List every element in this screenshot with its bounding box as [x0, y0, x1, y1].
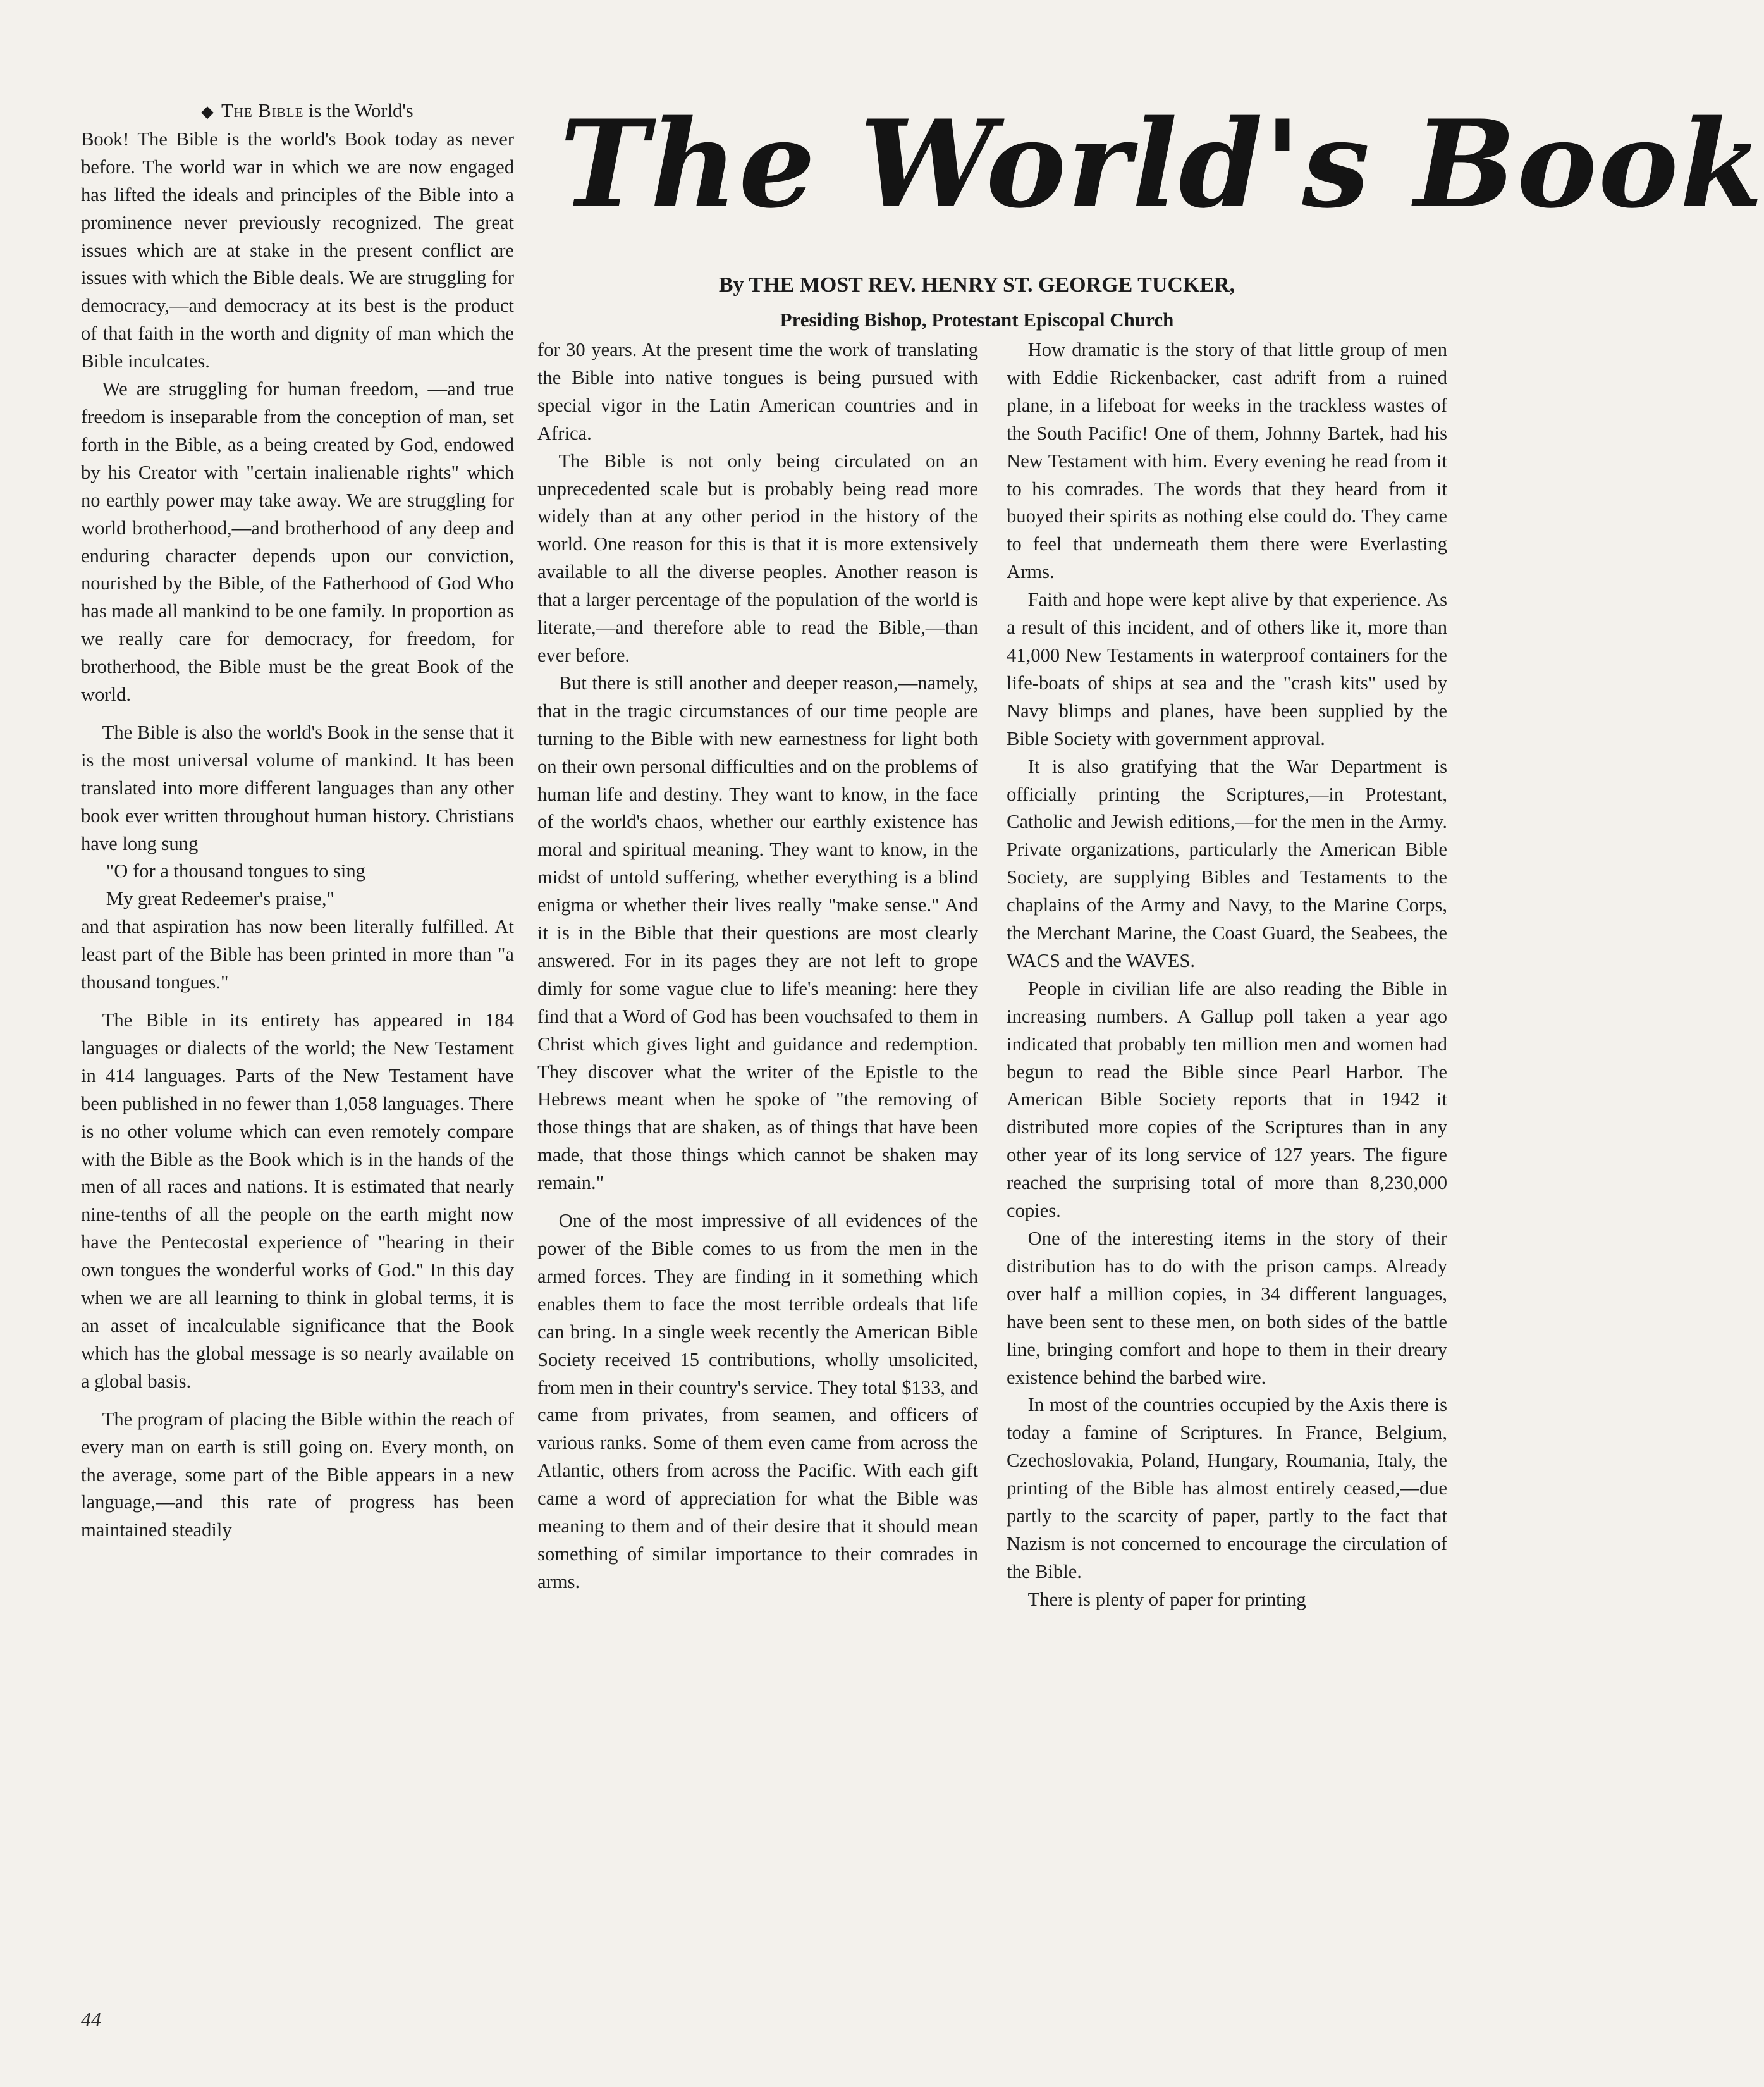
hymn-verse-line: "O for a thousand tongues to sing — [106, 860, 365, 882]
lead-smallcaps: The Bible — [221, 100, 304, 121]
author-byline: By THE MOST REV. HENRY ST. GEORGE TUCKER, — [718, 273, 1235, 297]
paragraph: We are struggling for human freedom, —and true freedom is inseparable from the conception of man, set forth in the Bible, as a being created by God, endowed by his Creator with "certain inalienable rights" which no earthly power may take away. We are struggling for world brotherhood,—and brotherhood of any deep and enduring character depends upon our conviction, nourished by the Bible, of the Fatherhood of God Who has made all mankind to be one family. In proportion as we really care for democracy, for freedom, for brotherhood, the Bible must be the great Book of the world. — [81, 378, 514, 706]
column-1 — [81, 97, 514, 1544]
paragraph: In most of the countries occupied by the Axis there is today a famine of Scriptures. In France, Belgium, Czechoslovakia, Poland, Hungary, Roumania, Italy, the printing of the Bible has almost entirely ceased,—due partly to the scarcity of paper, partly to the fact that Nazism is not concerned to encourage the circulation of the Bible. — [1007, 1394, 1447, 1582]
paragraph: The Bible is also the world's Book in the sense that it is the most universal volume of mankind. It has been translated into more different languages than any other book ever written throughout human history. Christians have long sung — [81, 721, 514, 854]
column-2 — [537, 336, 978, 1596]
byline-block — [556, 271, 1397, 335]
diamond-ornament-icon: ◆ — [201, 102, 214, 121]
paragraph: Faith and hope were kept alive by that experience. As a result of this incident, and of others like it, more than 41,000 New Testaments in waterproof containers for the life-boats of ships at sea and the "crash kits" used by Navy blimps and planes, have been supplied by the Bible Society with government approval. — [1007, 589, 1447, 749]
column-3 — [1007, 336, 1447, 1614]
paragraph: for 30 years. At the present time the work of translating the Bible into native tongues is being pursued with special vigor in the Latin American countries and in Africa. — [537, 339, 978, 444]
lead-rest: is the World's — [309, 100, 413, 121]
page-number: 44 — [81, 2008, 101, 2031]
paragraph: How dramatic is the story of that little group of men with Eddie Rickenbacker, cast adrift from a ruined plane, in a lifeboat for weeks in the trackless wastes of the South Pacific! One of them, Johnny Bartek, had his New Testament with him. Every evening he read from it to his comrades. The words that they heard from it buoyed their spirits as nothing else could do. They came to feel that underneath them there were Everlasting Arms. — [1007, 339, 1447, 583]
paragraph: The Bible in its entirety has appeared in 184 languages or dialects of the world; the New Testament in 414 languages. Parts of the New Testament have been published in no fewer than 1,058 languages. There is no other volume which can even remotely compare with the Bible as the Book which is in the hands of the men of all races and nations. It is estimated that nearly nine-tenths of all the people on the earth might now have the Pentecostal experience of "hearing in their own tongues the wonderful works of God." In this day when we are all learning to think in global terms, it is an asset of incalculable significance that the Book which has the global message is so nearly available on a global basis. — [81, 1009, 514, 1392]
article-title: The World's Book — [560, 94, 1764, 235]
paragraph: But there is still another and deeper reason,—namely, that in the tragic circumstances of our time people are turning to the Bible with new earnestness for light both on their own personal difficulties and on the problems of human life and destiny. They want to know, in the face of the world's chaos, whether our earthly existence has moral and spiritual meaning. They want to know, in the midst of untold suffering, whether everything is a blind enigma or whether their lives really "make sense." And it is in the Bible that their questions are most clearly answered. For in its pages they are not left to grope dimly for some vague clue to life's meaning: here they find that a Word of God has been vouchsafed to them in Christ which gives light and guidance and redemption. They discover what the writer of the Epistle to the Hebrews meant when he spoke of "the removing of those things that are shaken, as of things that have been made, that those things which cannot be shaken may remain." — [537, 672, 978, 1194]
paragraph: One of the most impressive of all evidences of the power of the Bible comes to us from the men in the armed forces. They are finding in it something which enables them to face the most terrible ordeals that life can bring. In a single week recently the American Bible Society received 15 contributions, wholly unsolicited, from men in their country's service. They total $133, and came from privates, from seamen, and officers of various ranks. Some of them even came from across the Atlantic, others from across the Pacific. With each gift came a word of appreciation for what the Bible was meaning to them and of their desire that it should mean something of similar importance to their comrades in arms. — [537, 1210, 978, 1592]
paragraph: It is also gratifying that the War Department is officially printing the Scriptures,—in Protestant, Catholic and Jewish editions,—for the men in the Army. Private organizations, particularly the American Bible Society, are supplying Bibles and Testaments to the chaplains of the Army and Navy, to the Marine Corps, the Merchant Marine, the Coast Guard, the Seabees, the WACS and the WAVES. — [1007, 755, 1447, 971]
paragraph: One of the interesting items in the story of their distribution has to do with the prison camps. Already over half a million copies, in 34 different languages, have been sent to these men, on both sides of the battle line, bringing comfort and hope to them in their dreary existence behind the barbed wire. — [1007, 1228, 1447, 1388]
paragraph: The program of placing the Bible within the reach of every man on earth is still going on. Every month, on the average, some part of the Bible appears in a new language,—and this rate of progress has been maintained steadily — [81, 1408, 514, 1541]
paragraph: and that aspiration has now been literally fulfilled. At least part of the Bible has been printed in more than "a thousand tongues." — [81, 916, 514, 994]
paragraph: Book! The Bible is the world's Book today as never before. The world war in which we are now engaged has lifted the ideals and principles of the Bible into a prominence never previously recognized. The great issues which are at stake in the present conflict are issues with which the Bible deals. We are struggling for democracy,—and democracy at its best is the product of that faith in the worth and dignity of man which the Bible inculcates. — [81, 128, 514, 372]
lead-line — [81, 97, 514, 126]
paragraph: There is plenty of paper for printing — [1027, 1588, 1306, 1610]
hymn-verse-line: My great Redeemer's praise," — [106, 888, 334, 910]
paragraph: The Bible is not only being circulated on an unprecedented scale but is probably being read more widely than at any other period in the history of the world. One reason for this is that it is more extensively available to all the diverse peoples. Another reason is that a larger percentage of the population of the world is literate,—and therefore able to read the Bible,—than ever before. — [537, 450, 978, 666]
paragraph: People in civilian life are also reading the Bible in increasing numbers. A Gallup poll taken a year ago indicated that probably ten million men and women had begun to read the Bible since Pearl Harbor. The American Bible Society reports that in 1942 it distributed more copies of the Scriptures than in any other year of its long service of 127 years. The figure reached the surprising total of more than 8,230,000 copies. — [1007, 977, 1447, 1222]
author-title: Presiding Bishop, Protestant Episcopal Church — [780, 309, 1174, 331]
